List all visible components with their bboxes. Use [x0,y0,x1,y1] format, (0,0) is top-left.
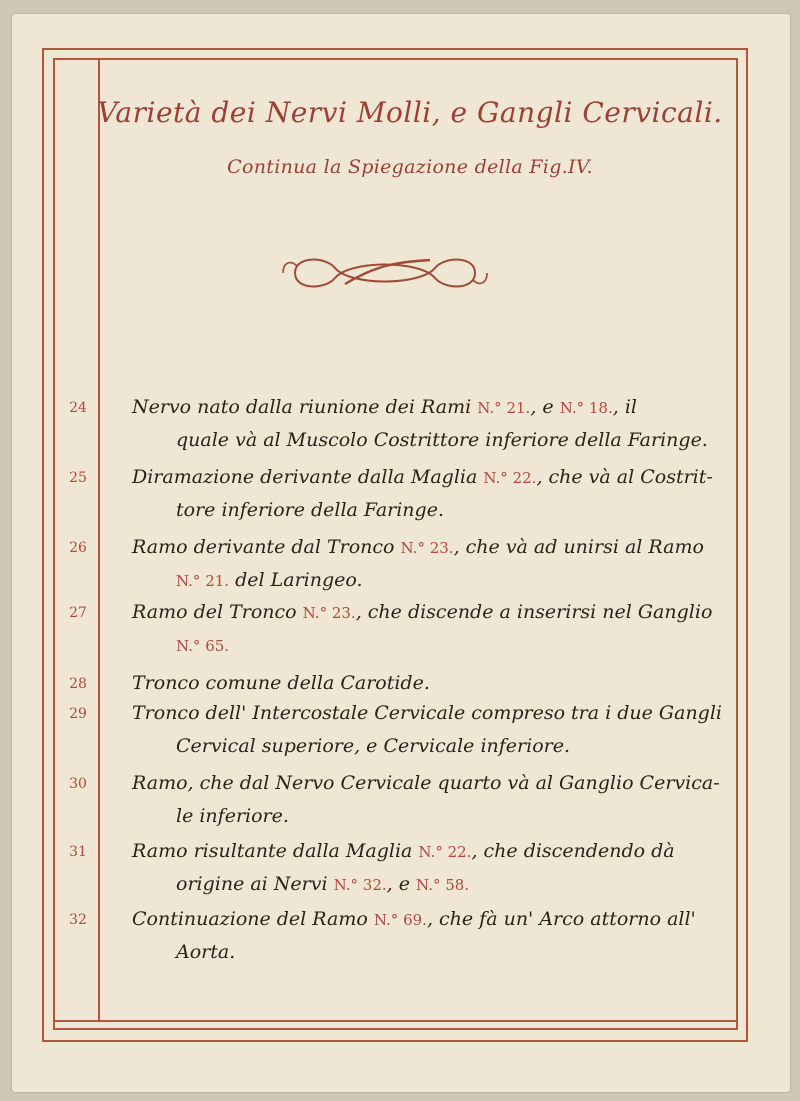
entry-text-line [132,601,712,623]
entry-text: , il [612,396,637,418]
entry-text: Ramo, che dal Nervo Cervicale quarto và al Ganglio Cervica- [132,772,720,794]
page-subtitle: Continua la Spiegazione della Fig.IV. [227,156,593,178]
entry-text: Aorta. [176,941,236,963]
reference-number: N.° 32. [333,876,387,894]
reference-number: N.° 21. [477,399,531,417]
entry-text: Cervical superiore, e Cervicale inferiore. [176,735,570,757]
entry-text: , che fà un' Arco attorno all' [426,908,696,930]
entry-text: le inferiore. [176,805,289,827]
entry-number: 25 [69,470,87,486]
reference-number: N.° 65. [176,637,230,655]
reference-number: N.° 21. [176,572,230,590]
entry-text-continuation [176,634,229,656]
entry-text: , che và al Costrit- [536,466,713,488]
entry-text: Tronco comune della Carotide. [132,672,430,694]
entry-text: Tronco dell' Intercostale Cervicale compreso tra i due Gangli [132,702,722,724]
entry-text-continuation [176,499,444,521]
entry-text: quale và al Muscolo Costrittore inferiore della Faringe. [176,429,708,451]
entry-text-line [132,466,713,488]
reference-number: N.° 22. [418,843,472,861]
entry-text-continuation [176,735,570,757]
entry-text-continuation [176,429,708,451]
entry-text: Ramo derivante dal Tronco [132,536,401,558]
entry-number: 30 [69,776,87,792]
entry-text-continuation [176,569,363,591]
entry-number: 32 [69,912,87,928]
reference-number: N.° 58. [416,876,470,894]
entry-text: , che và ad unirsi al Ramo [453,536,704,558]
entry-text: Continuazione del Ramo [132,908,374,930]
entry-text-line [132,908,696,930]
entry-text: del Laringeo. [229,569,363,591]
entry-text-line [132,702,722,724]
reference-number: N.° 69. [373,911,427,929]
reference-number: N.° 22. [483,469,537,487]
reference-number: N.° 23. [400,539,454,557]
entry-text: Nervo nato dalla riunione dei Rami [132,396,478,418]
entry-text: Ramo del Tronco [132,601,303,623]
entry-text-line [132,672,430,694]
reference-number: N.° 18. [559,399,613,417]
entry-text-continuation [176,805,289,827]
entry-text: tore inferiore della Faringe. [176,499,444,521]
entry-text: , che discendendo dà [471,840,675,862]
entry-text-line [132,772,720,794]
entry-number: 28 [69,676,87,692]
entry-text: origine ai Nervi [176,873,334,895]
reference-number: N.° 23. [302,604,356,622]
entry-number: 24 [69,400,87,416]
entry-number: 31 [69,844,87,860]
entry-text: Diramazione derivante dalla Maglia [132,466,484,488]
entry-text: , che discende a inserirsi nel Ganglio [355,601,713,623]
entry-text-continuation [176,873,469,895]
entry-text-continuation [176,941,235,963]
entry-text: , e [386,873,417,895]
entry-number: 29 [69,706,87,722]
entry-text-line [132,536,704,558]
page-title: Varietà dei Nervi Molli, e Gangli Cervicali. [97,96,723,129]
entry-text: Ramo risultante dalla Maglia [132,840,419,862]
entry-number: 27 [69,605,87,621]
entry-text: , e [530,396,560,418]
entry-text-line [132,396,637,418]
entry-text-line [132,840,675,862]
entry-number: 26 [69,540,87,556]
